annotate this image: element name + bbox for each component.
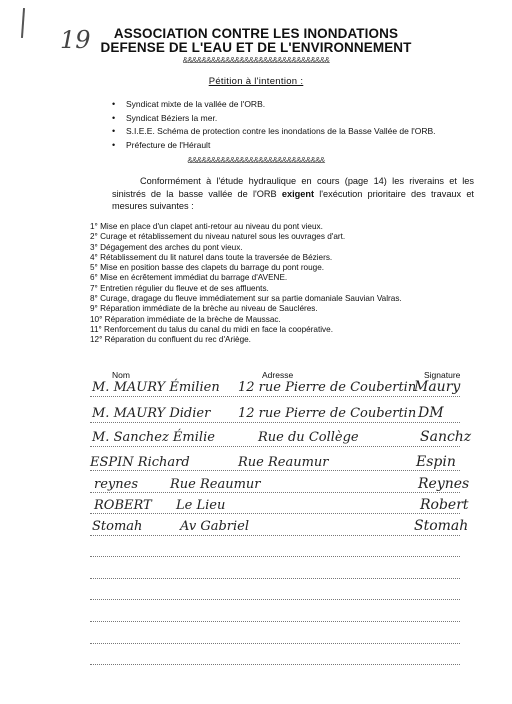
signature-line: [90, 492, 460, 493]
demand-item: 4° Rétablissement du lit naturel dans toute la traversée de Béziers.: [90, 252, 333, 262]
recipient-item: • Syndicat Béziers la mer.: [112, 112, 436, 126]
row-signature: Espin: [416, 454, 456, 470]
column-header-name: Nom: [112, 370, 130, 380]
demand-item: 11° Renforcement du talus du canal du midi en face la coopérative.: [90, 324, 333, 334]
association-subtitle: DEFENSE DE L'EAU ET DE L'ENVIRONNEMENT: [100, 40, 412, 55]
row-signature: Maury: [414, 379, 461, 395]
row-name: Stomah: [92, 519, 143, 534]
signature-line: [90, 513, 460, 514]
handwritten-page-number: 19: [60, 26, 91, 54]
demand-item: 10° Réparation immédiate de la brèche de Maussac.: [90, 314, 281, 324]
row-name: M. MAURY Émilien: [92, 380, 220, 395]
column-header-address: Adresse: [262, 370, 294, 380]
row-signature: Reynes: [418, 476, 470, 492]
recipient-item: • Préfecture de l'Hérault: [112, 139, 436, 153]
signature-line: [90, 556, 460, 557]
intro-text-end: l'exécution prioritaire des travaux et mesures suivantes :: [112, 188, 474, 211]
row-address: Le Lieu: [176, 498, 226, 513]
recipient-list: [112, 98, 436, 152]
association-title: ASSOCIATION CONTRE LES INONDATIONS: [113, 26, 399, 41]
signature-line: [90, 599, 460, 600]
row-name: ESPIN Richard: [90, 455, 190, 470]
row-address: 12 rue Pierre de Coubertin: [238, 380, 417, 395]
demand-item: 8° Curage, dragage du fleuve immédiatement sur sa partie domaniale Sauvian Valras.: [90, 294, 402, 304]
intro-emphasis: exigent: [281, 188, 315, 199]
demand-item: 9° Réparation immédiate de la brèche au niveau de Saucléres.: [90, 304, 318, 314]
signature-line: [90, 422, 460, 423]
header-separator: &&&&&&&&&&&&&&&&&&&&&&&&&&&&&&&: [182, 56, 330, 65]
row-name: reynes: [94, 477, 138, 492]
demands-list: [90, 222, 402, 346]
intro-text: Conformément à l'étude hydraulique en cours (page 14) les riverains et les sinistrés de la basse vallée de l'ORB: [112, 176, 474, 199]
column-header-signature: Signature: [424, 370, 461, 380]
row-name: ROBERT: [94, 498, 152, 513]
demand-item: 7° Entretien régulier du fleuve et de ses affluents.: [90, 283, 269, 293]
demand-item: 6° Mise en écrêtement immédiat du barrage d'AVENE.: [90, 273, 288, 283]
row-signature: Robert: [420, 497, 469, 513]
row-signature: DM: [418, 405, 444, 421]
row-address: 12 rue Pierre de Coubertin: [238, 406, 417, 421]
row-signature: Stomah: [414, 518, 469, 534]
row-name: M. MAURY Didier: [92, 406, 211, 421]
row-name: M. Sanchez Émilie: [92, 430, 215, 445]
signature-line: [90, 664, 460, 665]
demand-item: 1° Mise en place d'un clapet anti-retour au niveau du pont vieux.: [90, 222, 323, 231]
signature-line: [90, 396, 460, 397]
demand-item: 5° Mise en position basse des clapets du barrage du pont rouge.: [90, 263, 325, 273]
signature-line: [90, 470, 460, 471]
intro-paragraph: [112, 175, 474, 213]
row-address: Rue Reaumur: [170, 477, 261, 492]
petition-heading: Pétition à l'intention :: [208, 76, 304, 87]
row-address: Av Gabriel: [180, 519, 250, 534]
signature-line: [90, 535, 460, 536]
demand-item: 2° Curage et rétablissement du niveau naturel sous les ouvrages d'art.: [90, 232, 346, 242]
row-signature: Sanchz: [420, 429, 472, 445]
row-address: Rue du Collège: [258, 430, 359, 445]
signature-line: [90, 643, 460, 644]
signature-line: [90, 446, 460, 447]
recipient-item: • Syndicat mixte de la vallée de l'ORB.: [112, 98, 436, 112]
row-address: Rue Reaumur: [238, 455, 329, 470]
signature-line: [90, 621, 460, 622]
recipient-item: • S.I.E.E. Schéma de protection contre les inondations de la Basse Vallée de l'ORB.: [112, 125, 436, 139]
demand-item: 3° Dégagement des arches du pont vieux.: [90, 242, 243, 252]
demand-item: 12° Réparation du confluent du rec d'Ariège.: [90, 335, 251, 345]
petition-separator: &&&&&&&&&&&&&&&&&&&&&&&&&&&&&: [187, 156, 325, 165]
signature-line: [90, 578, 460, 579]
